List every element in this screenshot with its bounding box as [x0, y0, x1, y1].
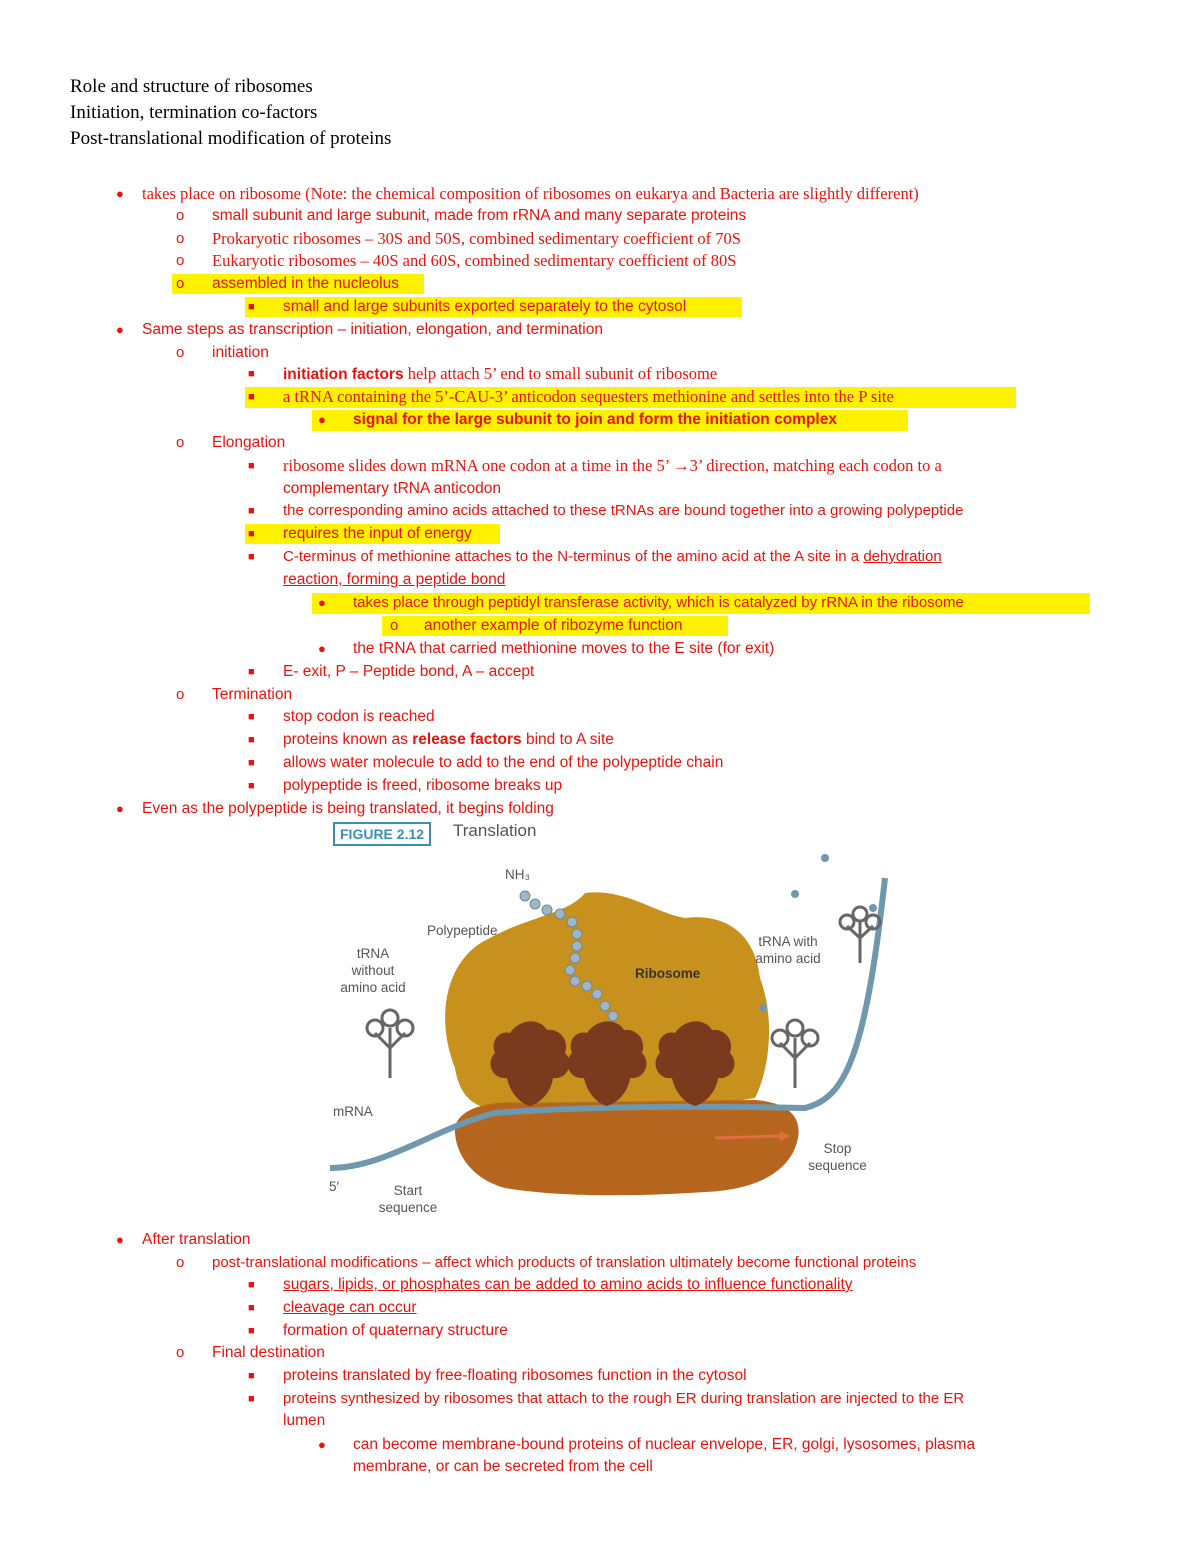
bullet-square-icon: ■: [248, 551, 255, 563]
ribosome-label: Ribosome: [635, 966, 701, 981]
bullet-square-icon: ■: [248, 1393, 255, 1405]
note-text: cleavage can occur: [283, 1299, 417, 1316]
note-text: allows water molecule to add to the end of the polypeptide chain: [283, 754, 724, 771]
bullet-dot-icon: ●: [116, 322, 124, 337]
translation-figure: [325, 818, 895, 1223]
bullet-circle-icon: o: [390, 617, 399, 634]
list-item: [0, 479, 1200, 499]
bullet-circle-icon: o: [176, 207, 185, 224]
note-text: small and large subunits exported separately to the cytosol: [283, 298, 687, 315]
list-item: [0, 1275, 1200, 1295]
bullet-dot-icon: ●: [318, 641, 326, 656]
note-text: takes place on ribosome (Note: the chemical composition of ribosomes on eukarya and Bacteria are slightly different): [142, 184, 919, 203]
bullet-dot-icon: ●: [318, 412, 326, 427]
list-item: [0, 524, 1200, 544]
note-text: the corresponding amino acids attached to these tRNAs are bound together into a growing polypeptide: [283, 502, 964, 519]
bullet-dot-icon: ●: [318, 1437, 326, 1452]
trna-without-label: tRNA without amino acid: [340, 946, 406, 995]
bullet-dot-icon: ●: [116, 1232, 124, 1247]
note-text: formation of quaternary structure: [283, 1322, 508, 1339]
note-text: signal for the large subunit to join and form the initiation complex: [353, 411, 837, 428]
bullet-square-icon: ■: [248, 1370, 255, 1382]
list-item: [0, 1253, 1200, 1273]
bullet-square-icon: ■: [248, 780, 255, 792]
list-item: [0, 776, 1200, 796]
note-text: a tRNA containing the 5’-CAU-3’ anticodon sequesters methionine and settles into the P site: [283, 387, 894, 406]
bullet-circle-icon: o: [176, 686, 185, 703]
note-text: lumen: [283, 1412, 326, 1429]
list-item: [0, 456, 1200, 476]
heading-cofactors: Initiation, termination co-factors: [70, 102, 318, 123]
bullet-circle-icon: o: [176, 434, 185, 451]
bullet-dot-icon: ●: [116, 801, 124, 816]
note-text: Same steps as transcription – initiation, elongation, and termination: [142, 321, 603, 338]
list-item: [0, 593, 1200, 613]
list-item: [0, 753, 1200, 773]
list-item: [0, 229, 1200, 249]
note-text: proteins known as release factors bind to A site: [283, 731, 614, 748]
note-text: Prokaryotic ribosomes – 30S and 50S, combined sedimentary coefficient of 70S: [212, 229, 741, 248]
note-text: Final destination: [212, 1344, 325, 1361]
bullet-circle-icon: o: [176, 275, 185, 292]
note-text: another example of ribozyme function: [424, 617, 683, 634]
list-item: [0, 1366, 1200, 1386]
trna-with-label: tRNA with amino acid: [755, 934, 821, 966]
list-item: [0, 1343, 1200, 1363]
list-item: [0, 730, 1200, 750]
bullet-square-icon: ■: [248, 1279, 255, 1291]
list-item: [0, 206, 1200, 226]
note-text: the tRNA that carried methionine moves to the E site (for exit): [353, 640, 775, 657]
note-text: small subunit and large subunit, made from rRNA and many separate proteins: [212, 207, 747, 224]
list-item: [0, 251, 1200, 271]
bullet-dot-icon: ●: [318, 595, 326, 610]
bullet-square-icon: ■: [248, 391, 255, 403]
list-item: [0, 387, 1200, 407]
bullet-circle-icon: o: [176, 230, 185, 247]
list-item: [0, 1457, 1200, 1477]
list-item: [0, 1230, 1200, 1250]
bullet-square-icon: ■: [248, 666, 255, 678]
list-item: [0, 1389, 1200, 1409]
note-text: complementary tRNA anticodon: [283, 480, 501, 497]
trna-in-ribosome: [491, 1021, 735, 1106]
bullet-circle-icon: o: [176, 344, 185, 361]
start-sequence-label: Start sequence: [378, 1183, 438, 1215]
note-text: assembled in the nucleolus: [212, 275, 399, 292]
list-item: [0, 433, 1200, 453]
list-item: [0, 320, 1200, 340]
direction-arrow-icon: [715, 1136, 780, 1138]
bullet-square-icon: ■: [248, 301, 255, 313]
list-item: [0, 662, 1200, 682]
heading-post-translational: Post-translational modification of proteins: [70, 128, 392, 149]
bullet-circle-icon: o: [176, 252, 185, 269]
note-text: initiation: [212, 344, 269, 361]
bullet-square-icon: ■: [248, 1302, 255, 1314]
bullet-square-icon: ■: [248, 368, 255, 380]
note-text: initiation factors help attach 5’ end to small subunit of ribosome: [283, 364, 718, 383]
bullet-square-icon: ■: [248, 734, 255, 746]
five-prime-label: 5′: [329, 1179, 340, 1194]
list-item: [0, 1321, 1200, 1341]
bullet-square-icon: ■: [248, 1325, 255, 1337]
list-item: [0, 343, 1200, 363]
figure-title: Translation: [453, 821, 537, 840]
figure-badge: FIGURE 2.12: [333, 822, 431, 846]
note-text: Elongation: [212, 434, 286, 451]
note-text: E- exit, P – Peptide bond, A – accept: [283, 663, 535, 680]
list-item: [0, 410, 1200, 430]
note-text: proteins synthesized by ribosomes that attach to the rough ER during translation are injected to the ER: [283, 1390, 965, 1407]
list-item: [0, 1298, 1200, 1318]
note-text: can become membrane-bound proteins of nuclear envelope, ER, golgi, lysosomes, plasma: [353, 1436, 976, 1453]
bullet-square-icon: ■: [248, 711, 255, 723]
note-text: reaction, forming a peptide bond: [283, 571, 506, 588]
note-text: Even as the polypeptide is being translated, it begins folding: [142, 800, 554, 817]
list-item: [0, 1435, 1200, 1455]
list-item: [0, 616, 1200, 636]
nh3-label: NH₃: [505, 867, 530, 882]
bullet-dot-icon: ●: [116, 186, 124, 201]
note-text: C-terminus of methionine attaches to the N-terminus of the amino acid at the A site in a dehydration: [283, 548, 942, 565]
bullet-circle-icon: o: [176, 1344, 185, 1361]
bullet-square-icon: ■: [248, 460, 255, 472]
note-text: stop codon is reached: [283, 708, 435, 725]
list-item: [0, 184, 1200, 204]
note-text: proteins translated by free-floating ribosomes function in the cytosol: [283, 1367, 747, 1384]
note-text: polypeptide is freed, ribosome breaks up: [283, 777, 563, 794]
bullet-square-icon: ■: [248, 757, 255, 769]
list-item: [0, 274, 1200, 294]
note-text: Termination: [212, 686, 293, 703]
list-item: [0, 639, 1200, 659]
note-text: sugars, lipids, or phosphates can be added to amino acids to influence functionality: [283, 1276, 853, 1293]
stop-sequence-label: Stop sequence: [808, 1141, 867, 1173]
note-text: takes place through peptidyl transferase activity, which is catalyzed by rRNA in the ribosome: [353, 594, 964, 611]
list-item: [0, 685, 1200, 705]
mrna-label: mRNA: [333, 1104, 373, 1119]
heading-ribosome-structure: Role and structure of ribosomes: [70, 76, 313, 97]
bullet-square-icon: ■: [248, 505, 255, 517]
note-text: After translation: [142, 1231, 251, 1248]
note-text: membrane, or can be secreted from the cell: [353, 1458, 653, 1475]
note-text: requires the input of energy: [283, 525, 472, 542]
bullet-circle-icon: o: [176, 1254, 185, 1271]
note-text: ribosome slides down mRNA one codon at a time in the 5’ →3’ direction, matching each codon to a: [283, 456, 942, 475]
note-text: post-translational modifications – affect which products of translation ultimately become functional proteins: [212, 1254, 917, 1271]
list-item: [0, 707, 1200, 727]
list-item: [0, 297, 1200, 317]
list-item: [0, 501, 1200, 521]
free-trna-left-icon: [367, 1010, 413, 1078]
list-item: [0, 364, 1200, 384]
polypeptide-label: Polypeptide: [427, 923, 498, 938]
list-item: [0, 1411, 1200, 1431]
list-item: [0, 570, 1200, 590]
note-text: Eukaryotic ribosomes – 40S and 60S, combined sedimentary coefficient of 80S: [212, 251, 737, 270]
list-item: [0, 547, 1200, 567]
list-item: [0, 799, 1200, 819]
bullet-square-icon: ■: [248, 528, 255, 540]
